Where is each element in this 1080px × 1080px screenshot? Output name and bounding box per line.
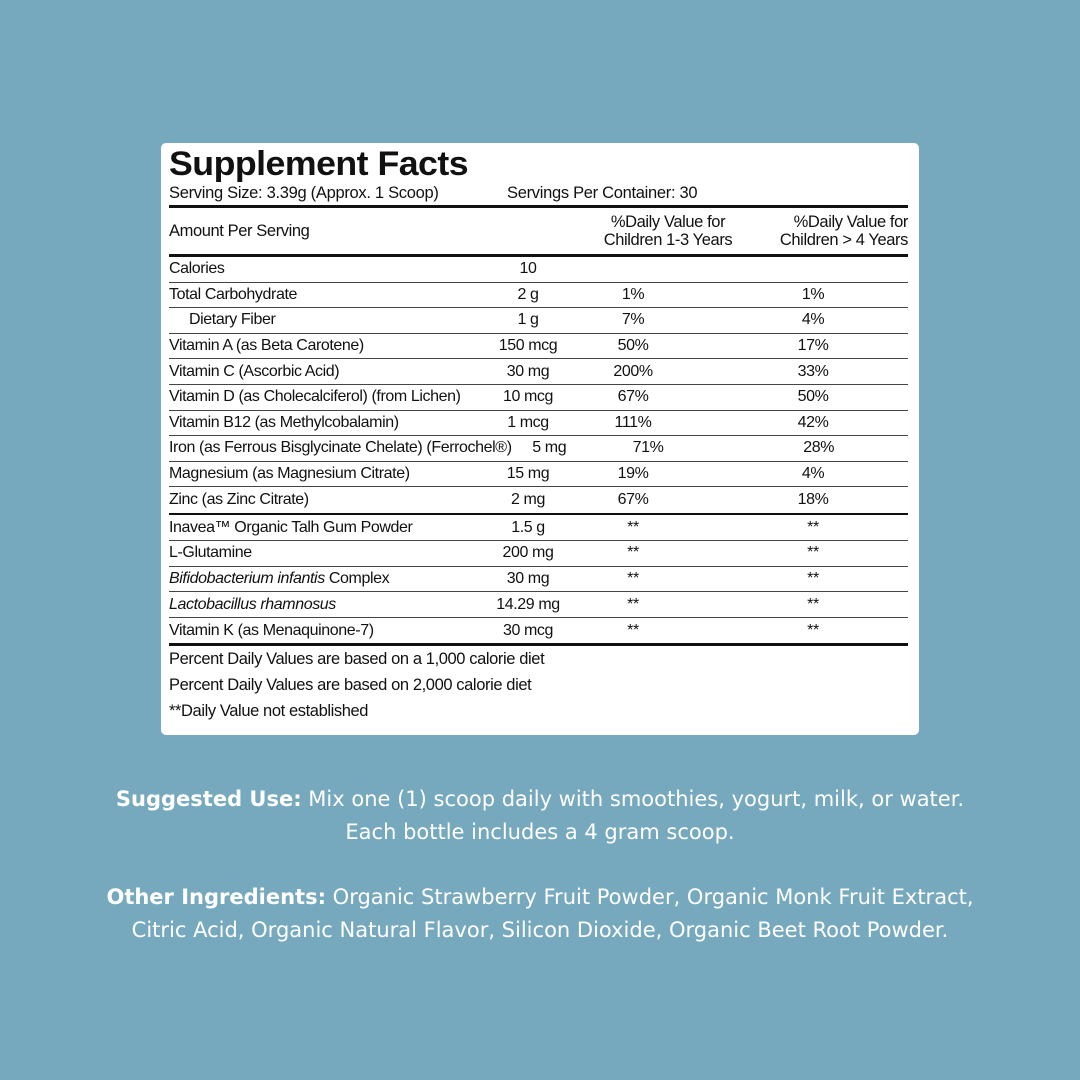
suggested-use-heading: Suggested Use: [115, 787, 302, 811]
table-row: Inavea™ Organic Talh Gum Powder 1.5 g ** ** [169, 515, 908, 541]
table-row: Vitamin A (as Beta Carotene) 150 mcg 50% 17% [169, 334, 908, 360]
footnote: Percent Daily Values are based on a 1,000 calorie diet [169, 650, 545, 669]
footnote: **Daily Value not established [169, 702, 369, 721]
table-row: Bifidobacterium infantis Complex 30 mg ** ** [169, 567, 908, 593]
other-ingredients-heading: Other Ingredients: [106, 885, 326, 909]
table-row: Vitamin C (Ascorbic Acid) 30 mg 200% 33% [169, 359, 908, 385]
table-row: Vitamin B12 (as Methylcobalamin) 1 mcg 111% 42% [169, 411, 908, 437]
dv-children-4-header: %Daily Value for Children > 4 Years [779, 213, 908, 249]
footnote: Percent Daily Values are based on 2,000 calorie diet [169, 676, 532, 695]
table-row: Iron (as Ferrous Bisglycinate Chelate) (Ferrochel®) 5 mg 71% 28% [169, 436, 908, 462]
table-row: Vitamin D (as Cholecalciferol) (from Lichen) 10 mcg 67% 50% [169, 385, 908, 411]
serving-info [169, 183, 908, 205]
supplement-facts-title: Supplement Facts [169, 145, 469, 183]
serving-size: Serving Size: 3.39g (Approx. 1 Scoop) [169, 184, 439, 202]
suggested-use-text: Mix one (1) scoop daily with smoothies, yogurt, milk, or water. Each bottle includes a 4 gram scoop. [301, 787, 965, 844]
other-ingredients-text: Organic Strawberry Fruit Powder, Organic Monk Fruit Extract, Citric Acid, Organic Natural Flavor, Silicon Dioxide, Organic Beet Root Powder. [131, 885, 974, 942]
table-row: Lactobacillus rhamnosus 14.29 mg ** ** [169, 592, 908, 618]
table-header [169, 208, 908, 254]
suggested-use [90, 783, 990, 849]
table-row: Total Carbohydrate 2 g 1% 1% [169, 283, 908, 309]
footnotes [169, 646, 908, 724]
dv-children-1-3-header: %Daily Value for Children 1-3 Years [603, 213, 733, 249]
table-row: L-Glutamine 200 mg ** ** [169, 541, 908, 567]
amount-per-serving-header: Amount Per Serving [169, 221, 310, 240]
table-row: Dietary Fiber 1 g 7% 4% [169, 308, 908, 334]
table-row: Vitamin K (as Menaquinone-7) 30 mcg ** ** [169, 621, 819, 639]
table-row: Magnesium (as Magnesium Citrate) 15 mg 19% 4% [169, 462, 908, 488]
supplement-facts-panel [161, 143, 919, 735]
other-ingredients [90, 881, 990, 947]
servings-per-container: Servings Per Container: 30 [507, 184, 698, 202]
table-row: Zinc (as Zinc Citrate) 2 mg 67% 18% [169, 491, 829, 509]
table-row: Calories 10 [169, 257, 908, 283]
nutrient-table [169, 257, 908, 643]
